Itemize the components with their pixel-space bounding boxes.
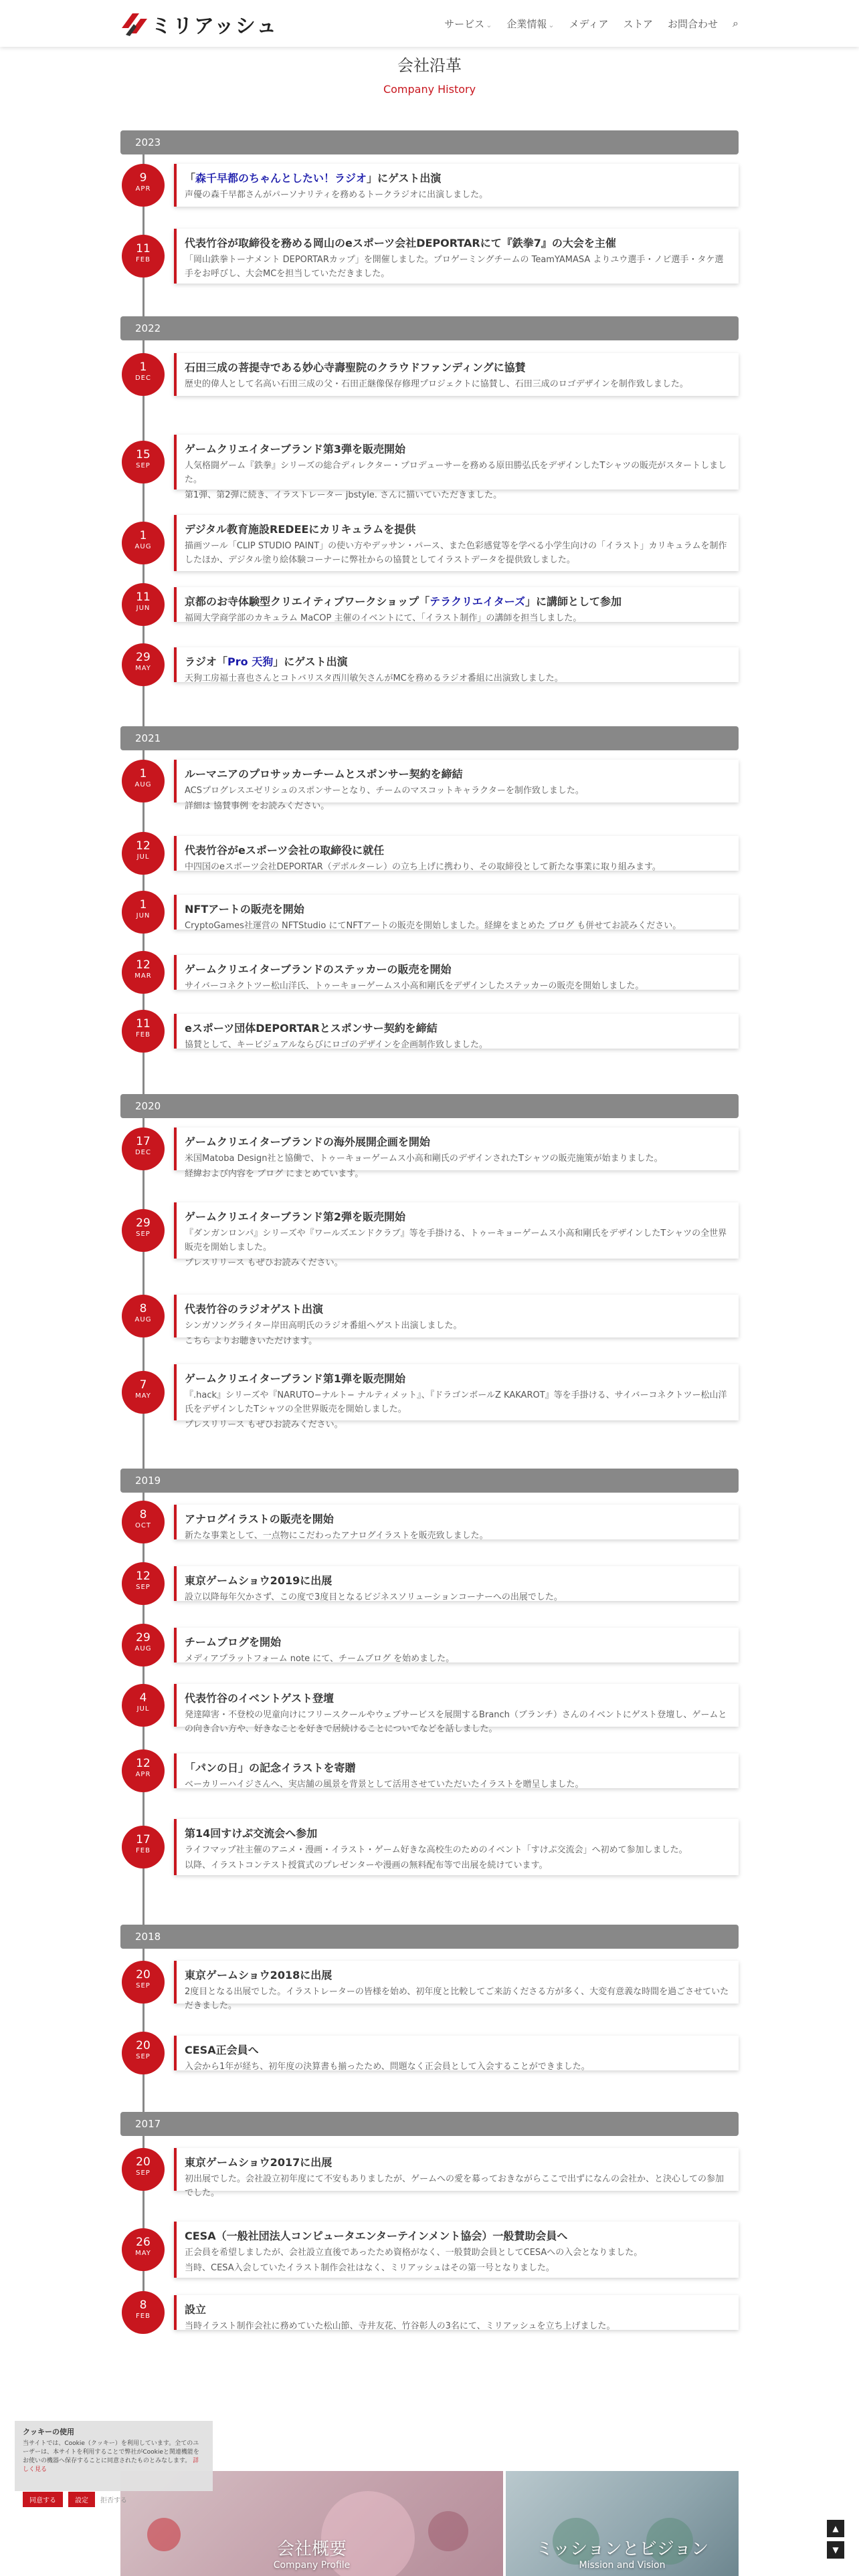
date-day: 9 <box>139 171 147 185</box>
timeline-entry <box>120 587 739 622</box>
entry-description: 当時、CESA入会していたイラスト制作会社はなく、ミリアッシュはその第一号となりました。 <box>185 2263 555 2273</box>
date-badge <box>122 1128 165 1170</box>
timeline-entry <box>120 895 739 930</box>
timeline-entry <box>120 353 739 396</box>
date-badge <box>122 1209 165 1252</box>
date-badge <box>122 760 165 802</box>
cookie-more-link[interactable]: 詳しく見る <box>23 2458 199 2473</box>
date-badge <box>122 2291 165 2334</box>
chevron-down-icon: ⌄ <box>486 20 492 29</box>
date-badge <box>122 1562 165 1605</box>
entry-title-text: eスポーツ団体DEPORTARとスポンサー契約を締結 <box>185 1022 438 1035</box>
date-month: SEP <box>136 462 151 469</box>
entry-card <box>174 1961 739 2011</box>
entry-title-text: 石田三成の菩提寺である妙心寺壽聖院のクラウドファンディングに協賛 <box>185 361 526 374</box>
entry-title-text: CESA（一般社団法人コンピュータエンターテインメント協会）一般賛助会員へ <box>185 2230 568 2242</box>
date-badge <box>122 1010 165 1053</box>
page-title: 会社沿革 <box>397 56 462 75</box>
date-month: FEB <box>136 256 151 263</box>
date-day: 11 <box>136 591 151 604</box>
date-month: JUL <box>136 853 150 861</box>
entry-title-text: CESA正会員へ <box>185 2044 259 2056</box>
entry-card <box>174 760 739 811</box>
date-month: FEB <box>136 1031 151 1039</box>
date-badge <box>122 1501 165 1543</box>
cookie-text <box>23 2440 205 2474</box>
date-day: 15 <box>136 448 151 461</box>
entry-title-text: 東京ゲームショウ2017に出展 <box>185 2156 332 2169</box>
timeline-entry <box>120 2148 739 2198</box>
timeline-entry <box>120 1295 739 1346</box>
date-badge <box>122 441 165 484</box>
entry-title-text: ゲームクリエイターブランドの海外展開企画を開始 <box>185 1136 430 1148</box>
entry-description: 歴史的偉人として名高い石田三成の父・石田正継像保存修理プロジェクトに協賛し、石田三成のロゴデザインを制作致しました。 <box>185 379 688 389</box>
entry-description: サイバーコネクトツー松山洋氏、トゥーキョーゲームス小高和剛氏をデザインしたステッカーの販売を開始しました。 <box>185 981 644 991</box>
entry-description: こちら よりお聴きいただけます。 <box>185 1336 318 1346</box>
entry-title <box>185 1826 729 1842</box>
entry-title-text: NFTアートの販売を開始 <box>185 903 304 916</box>
entry-card <box>174 435 739 500</box>
entry-description: 詳細は 協賛事例 をお読みください。 <box>185 801 330 811</box>
entry-description: メディアプラットフォーム note にて、チームブログ を始めました。 <box>185 1654 455 1664</box>
entry-description: 設立以降毎年欠かさず、この度で3度目となるビジネスソリューションコーナーへの出展でした。 <box>185 1592 563 1602</box>
entry-title <box>185 901 729 918</box>
cookie-settings-button[interactable]: 設定 <box>68 2492 95 2507</box>
entry-title <box>185 1511 729 1527</box>
timeline-entry <box>120 229 739 284</box>
date-badge <box>122 643 165 686</box>
entry-title <box>185 2042 729 2058</box>
date-badge <box>122 832 165 875</box>
date-day: 29 <box>136 1631 151 1644</box>
date-month: FEB <box>136 2313 151 2320</box>
date-month: AUG <box>134 543 152 550</box>
entry-title-text: 東京ゲームショウ2018に出展 <box>185 1969 332 1981</box>
timeline-entry <box>120 2295 739 2330</box>
entry-card <box>174 1295 739 1346</box>
date-day: 1 <box>139 767 147 780</box>
timeline-entry <box>120 1566 739 1601</box>
timeline-entry <box>120 1684 739 1734</box>
date-day: 12 <box>136 1570 151 1583</box>
entry-card <box>174 1566 739 1601</box>
search-icon[interactable]: ⌕ <box>733 17 739 29</box>
year-bar: 2022 <box>120 316 739 340</box>
date-month: SEP <box>136 2053 151 2060</box>
entry-title <box>185 1634 729 1650</box>
date-badge <box>122 522 165 564</box>
entry-title <box>185 1209 729 1225</box>
entry-description: 初出展でした。会社設立初年度にて不安もありましたが、ゲームへの愛を募っておきながらここで出ずになんの会社か、と決心しての参加でした。 <box>185 2174 725 2198</box>
date-month: MAY <box>135 1392 151 1400</box>
timeline-entry <box>120 1961 739 2011</box>
date-day: 20 <box>136 2155 151 2169</box>
date-day: 1 <box>139 898 147 911</box>
entry-title-text: 第14回すけぷ交流会へ参加 <box>185 1827 318 1840</box>
entry-card <box>174 1628 739 1662</box>
entry-card <box>174 1819 739 1875</box>
entry-description: 描画ツール「CLIP STUDIO PAINT」の使い方やデッサン・パース、また色彩感覚等を学べる小学生向けの「イラスト」カリキュラムを制作したほか、デジタル塗り絵体験コーナーに弊社からの協賛としてイラストデータを提供致しました。 <box>185 541 727 565</box>
year-bar: 2018 <box>120 1925 739 1949</box>
date-badge <box>122 583 165 626</box>
entry-card <box>174 353 739 396</box>
date-badge <box>122 235 165 278</box>
entry-title <box>185 2228 729 2244</box>
date-day: 29 <box>136 651 151 664</box>
timeline-entry <box>120 1202 739 1268</box>
entry-title-text: ゲームクリエイターブランド第3弾を販売開始 <box>185 443 406 455</box>
date-badge <box>122 1961 165 2004</box>
mission-vision-tile[interactable] <box>506 2471 739 2576</box>
entry-card <box>174 515 739 571</box>
date-day: 8 <box>139 2298 147 2312</box>
date-badge <box>122 2228 165 2271</box>
entry-description: プレスリリース もぜひお読みください。 <box>185 1258 343 1268</box>
entry-title-text: 代表竹谷が取締役を務める岡山のeスポーツ会社DEPORTARにて『鉄拳7』の大会を主催 <box>185 237 616 249</box>
date-day: 12 <box>136 1757 151 1770</box>
date-month: FEB <box>136 1847 151 1854</box>
entry-description: 経緯および内容を ブログ にまとめています。 <box>185 1169 364 1179</box>
timeline-entry <box>120 1014 739 1049</box>
date-day: 12 <box>136 839 151 853</box>
entry-description: ライフマップ社主催のアニメ・漫画・イラスト・ゲーム好きな高校生のためのイベント「すけぷ交流会」へ初めて参加しました。 <box>185 1845 688 1855</box>
entry-title <box>185 1691 729 1707</box>
entry-title-text: 」に講師として参加 <box>524 595 622 608</box>
entry-description: シンガソングライター岸田高明氏のラジオ番組へゲスト出演しました。 <box>185 1321 462 1331</box>
entry-card <box>174 2222 739 2278</box>
entry-title <box>185 1760 729 1776</box>
entry-title <box>185 654 729 670</box>
date-day: 12 <box>136 958 151 972</box>
entry-card <box>174 2295 739 2330</box>
date-badge <box>122 951 165 994</box>
date-month: DEC <box>134 374 151 382</box>
date-day: 20 <box>136 1968 151 1981</box>
date-month: JUL <box>136 1705 150 1713</box>
date-month: MAY <box>135 665 151 672</box>
date-badge <box>122 1684 165 1727</box>
date-month: JUN <box>136 912 151 920</box>
nav-item[interactable] <box>569 17 609 31</box>
entry-title-text: 」にゲスト出演 <box>273 655 348 668</box>
entry-card <box>174 1505 739 1539</box>
entry-title-link[interactable]: Pro 天狗 <box>227 655 274 668</box>
date-badge <box>122 891 165 934</box>
date-month: DEC <box>134 1149 151 1156</box>
date-badge <box>122 1371 165 1414</box>
cookie-notice <box>15 2421 213 2504</box>
entry-title-text: チームブログを開始 <box>185 1636 282 1648</box>
entry-title-text: 代表竹谷がeスポーツ会社の取締役に就任 <box>185 844 385 857</box>
nav-item[interactable] <box>623 17 653 31</box>
date-month: APR <box>135 185 151 193</box>
entry-title <box>185 962 729 978</box>
entry-title-text: 代表竹谷のイベントゲスト登壇 <box>185 1692 335 1705</box>
entry-description: 入会から1年が経ち、初年度の決算書も揃ったため、問題なく正会員として入会することができました。 <box>185 2062 590 2072</box>
nav-item-label: ストア <box>623 17 654 30</box>
timeline-entry <box>120 1819 739 1875</box>
cookie-reject-button[interactable]: 拒否する <box>100 2497 127 2504</box>
page-subtitle: Company History <box>383 83 476 96</box>
entry-title <box>185 360 729 376</box>
year-bar: 2017 <box>120 2112 739 2136</box>
entry-card <box>174 895 739 930</box>
entry-description: 以降、イラストコンテスト授賞式のプレゼンターや漫画の無料配布等で出展を続けています。 <box>185 1860 548 1870</box>
date-badge <box>122 1749 165 1792</box>
timeline-entry <box>120 1505 739 1539</box>
year-bar: 2020 <box>120 1094 739 1118</box>
entry-title <box>185 594 729 610</box>
cookie-buttons <box>23 2492 127 2507</box>
entry-title <box>185 843 729 859</box>
entry-title-text: 代表竹谷のラジオゲスト出演 <box>185 1303 324 1315</box>
entry-description: 人気格闘ゲーム『鉄拳』シリーズの総合ディレクター・プロデューサーを務める原田勝弘氏をデザインしたTシャツの販売がスタートしました。 <box>185 461 727 485</box>
date-badge <box>122 353 165 396</box>
date-month: SEP <box>136 1230 151 1238</box>
date-month: MAY <box>135 2250 151 2257</box>
nav-item[interactable] <box>506 17 554 31</box>
entry-title-link[interactable]: 森千早都のちゃんとしたい！ラジオ <box>195 172 367 185</box>
timeline-entry <box>120 760 739 811</box>
entry-description: 『ダンガンロンパ』シリーズや『ワールズエンドクラブ』等を手掛ける、トゥーキョーゲームス小高和剛氏をデザインしたTシャツの全世界販売を開始しました。 <box>185 1228 727 1253</box>
date-badge <box>122 1826 165 1868</box>
site-logo[interactable] <box>120 9 278 39</box>
nav-item-label: メディア <box>569 17 609 30</box>
entry-card <box>174 1014 739 1049</box>
timeline-entry <box>120 515 739 571</box>
entry-description: 『.hack』シリーズや『NARUTO−ナルト− ナルティメット』、『ドラゴンボールZ KAKAROT』等を手掛ける、サイバーコネクトツー松山洋氏をデザインしたTシャツの全世界販売を開始しました。 <box>185 1390 727 1414</box>
entry-title <box>185 2155 729 2171</box>
timeline-entry <box>120 1128 739 1179</box>
entry-title <box>185 1371 729 1387</box>
entry-title-link[interactable]: テラクリエイターズ <box>430 595 525 608</box>
date-badge <box>122 2032 165 2074</box>
entry-description: CryptoGames社運営の NFTStudio にてNFTアートの販売を開始しました。経緯をまとめた ブログ も併せてお読みください。 <box>185 921 682 931</box>
entry-title <box>185 171 729 187</box>
entry-card <box>174 1684 739 1734</box>
date-month: AUG <box>134 1645 152 1652</box>
entry-description: 米国Matoba Design社と協働で、トゥーキョーゲームス小高和剛氏のデザインされたTシャツの販売施策が始まりました。 <box>185 1154 663 1164</box>
date-month: AUG <box>134 781 152 788</box>
entry-title <box>185 441 729 457</box>
timeline-entry <box>120 164 739 207</box>
date-month: APR <box>135 1771 151 1778</box>
entry-description: ベーカリーハイジさんへ、実店舗の風景を背景として活用させていただいたイラストを贈呈しました。 <box>185 1780 584 1790</box>
entry-title-text: デジタル教育施設REDEEにカリキュラムを提供 <box>185 523 416 536</box>
scroll-up-icon[interactable]: ▲ <box>827 2520 844 2537</box>
timeline-entry <box>120 955 739 990</box>
entry-description: 2度目となる出展でした。イラストレーターの皆様を始め、初年度と比較してご来訪くださる方が多く、大変有意義な時間を過ごさせていただきました。 <box>185 1987 729 2011</box>
date-day: 8 <box>139 1302 147 1315</box>
entry-card <box>174 587 739 622</box>
entry-title-text: ゲームクリエイターブランド第1弾を販売開始 <box>185 1372 406 1385</box>
nav-item[interactable] <box>668 17 718 31</box>
cookie-accept-button[interactable]: 同意する <box>23 2492 63 2507</box>
entry-card <box>174 647 739 682</box>
date-day: 26 <box>136 2236 151 2249</box>
entry-description: 声優の森千早都さんがパーソナリティを務めるトークラジオに出演しました。 <box>185 190 488 200</box>
date-day: 17 <box>136 1135 151 1148</box>
entry-card <box>174 2036 739 2070</box>
date-day: 11 <box>136 1017 151 1031</box>
date-badge <box>122 164 165 207</box>
nav-item[interactable] <box>444 17 492 31</box>
entry-description: 「岡山鉄拳トーナメント DEPORTARカップ」を開催しました。プロゲーミングチームの TeamYAMASA よりユウ選手・ノビ選手・タケ選手をお呼びし、大会MCを担当していただきました。 <box>185 255 724 279</box>
entry-card <box>174 164 739 207</box>
year-bar: 2021 <box>120 726 739 750</box>
nav-item-label: 企業情報 <box>506 17 547 30</box>
entry-card <box>174 1364 739 1430</box>
entry-title-text: 設立 <box>185 2303 207 2316</box>
entry-description: 協賛として、キービジュアルならびにロゴのデザインを企画制作致しました。 <box>185 1040 488 1050</box>
timeline-entry <box>120 1753 739 1788</box>
timeline-entry <box>120 836 739 871</box>
logo-mark-icon <box>120 11 149 37</box>
timeline-entry <box>120 647 739 682</box>
timeline-entry <box>120 1628 739 1662</box>
date-day: 29 <box>136 1216 151 1230</box>
entry-title <box>185 1301 729 1317</box>
mission-vision-label <box>506 2535 739 2571</box>
date-month: JUN <box>136 605 151 612</box>
entry-card <box>174 2148 739 2198</box>
date-day: 4 <box>139 1691 147 1705</box>
entry-title-text: 「パンの日」の記念イラストを寄贈 <box>185 1761 356 1774</box>
chevron-down-icon: ⌄ <box>548 20 555 29</box>
entry-title-text: 「 <box>185 172 196 185</box>
site-header <box>0 0 859 47</box>
date-day: 20 <box>136 2039 151 2052</box>
company-profile-subtitle: Company Profile <box>273 2560 351 2571</box>
date-month: SEP <box>136 1982 151 1990</box>
date-month: MAR <box>134 972 152 980</box>
entry-title-text: 」にゲスト出演 <box>367 172 442 185</box>
entry-title <box>185 1021 729 1037</box>
entry-card <box>174 836 739 871</box>
cookie-title: クッキーの使用 <box>23 2428 74 2436</box>
year-bar: 2023 <box>120 130 739 154</box>
scroll-down-icon[interactable]: ▼ <box>827 2541 844 2559</box>
date-day: 8 <box>139 1508 147 1521</box>
date-badge <box>122 1624 165 1667</box>
entry-card <box>174 229 739 284</box>
entry-description: ACSプログレスエゼリシュのスポンサーとなり、チームのマスコットキャラクターを制作致しました。 <box>185 786 584 796</box>
entry-description: 当時イラスト制作会社に務めていた松山節、寺井友花、竹谷彰人の3名にて、ミリアッシュを立ち上げました。 <box>185 2321 615 2331</box>
entry-title <box>185 522 729 538</box>
timeline-entry <box>120 2036 739 2070</box>
entry-description: 中四国のeスポーツ会社DEPORTAR（デポルターレ）の立ち上げに携わり、その取締役として新たな事業に取り組みます。 <box>185 862 661 872</box>
entry-card <box>174 1202 739 1268</box>
entry-title-text: 東京ゲームショウ2019に出展 <box>185 1574 332 1587</box>
date-day: 17 <box>136 1833 151 1846</box>
entry-title <box>185 2302 729 2318</box>
date-month: OCT <box>135 1522 151 1529</box>
entry-title-text: ルーマニアのプロサッカーチームとスポンサー契約を締結 <box>185 768 463 780</box>
entry-description: 発達障害・不登校の児童向けにフリースクールやウェブサービスを展開するBranch（ブランチ）さんのイベントにゲスト登壇し、ゲームとの向き合い方や、好きなことを好きで居続けることについてなどを話しました。 <box>185 1710 727 1734</box>
company-profile-label <box>120 2535 503 2571</box>
entry-card <box>174 1753 739 1788</box>
nav-item-label: お問合わせ <box>668 17 719 30</box>
date-badge <box>122 2148 165 2191</box>
date-badge <box>122 1295 165 1337</box>
entry-description: 第1弾、第2弾に続き、イラストレーター jbstyle. さんに描いていただきました。 <box>185 490 502 500</box>
entry-title <box>185 1967 729 1983</box>
entry-description: 正会員を希望しましたが、会社設立直後であったため資格がなく、一般賛助会員としてCESAへの入会となりました。 <box>185 2248 643 2258</box>
entry-description: 福岡大学商学部のカキュラム MaCOP 主催のイベントにて、「イラスト制作」の講師を担当しました。 <box>185 613 582 623</box>
entry-title-text: ラジオ「 <box>185 655 228 668</box>
mission-vision-title: ミッションとビジョン <box>535 2539 709 2559</box>
entry-card <box>174 955 739 990</box>
year-bar: 2019 <box>120 1469 739 1493</box>
date-day: 1 <box>139 360 147 374</box>
date-month: SEP <box>136 1584 151 1591</box>
entry-title-text: ゲームクリエイターブランド第2弾を販売開始 <box>185 1210 406 1223</box>
timeline-entry <box>120 2222 739 2278</box>
cookie-body: 当サイトでは、Cookie（クッキー）を利用しています。全てのユーザーは、本サイトを利用することで弊社がCookieと関連機能をお使いの機器へ保存することに同意されたものとみなします。 <box>23 2440 199 2464</box>
date-day: 1 <box>139 529 147 542</box>
date-day: 11 <box>136 242 151 255</box>
entry-description: 天狗工房福士喜也さんとコトバリスタ西川敏矢さんがMCを務めるラジオ番組に出演致しました。 <box>185 673 563 683</box>
main-nav <box>444 0 739 47</box>
timeline-entry <box>120 435 739 500</box>
timeline-entry <box>120 1364 739 1430</box>
entry-title <box>185 235 729 251</box>
date-month: AUG <box>134 1316 152 1323</box>
entry-title-text: アナログイラストの販売を開始 <box>185 1513 334 1525</box>
mission-vision-subtitle: Mission and Vision <box>579 2560 666 2571</box>
entry-title-text: ゲームクリエイターブランドのステッカーの販売を開始 <box>185 963 452 976</box>
entry-card <box>174 1128 739 1179</box>
entry-title <box>185 1573 729 1589</box>
logo-text: ミリアッシュ <box>151 15 278 38</box>
entry-title <box>185 766 729 782</box>
entry-title-text: 京都のお寺体験型クリエイティブワークショップ「 <box>185 595 430 608</box>
entry-title <box>185 1134 729 1150</box>
entry-description: 新たな事業として、一点物にこだわったアナログイラストを販売致しました。 <box>185 1531 488 1541</box>
nav-item-label: サービス <box>444 17 485 30</box>
entry-description: プレスリリース もぜひお読みください。 <box>185 1420 343 1430</box>
date-day: 7 <box>139 1378 147 1392</box>
company-profile-title: 会社概要 <box>276 2539 347 2559</box>
date-month: SEP <box>136 2169 151 2177</box>
